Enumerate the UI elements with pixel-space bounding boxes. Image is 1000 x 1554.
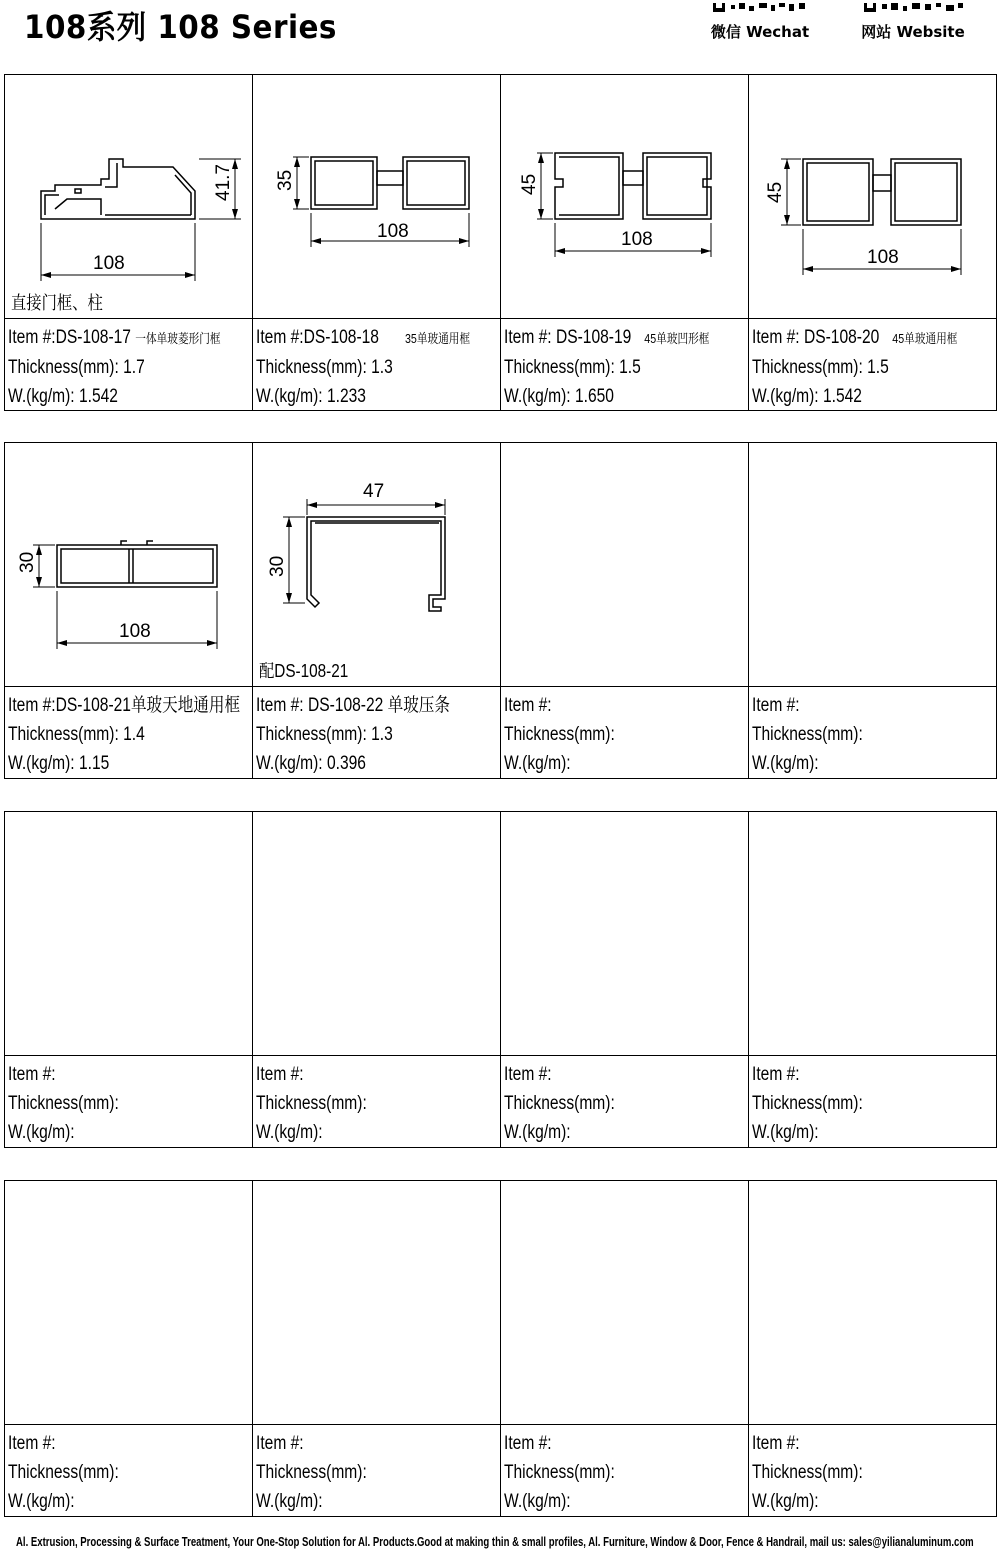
dim-height: 30	[17, 551, 38, 573]
profile-caption: 直接门框、柱	[11, 293, 103, 313]
drawing-ds-108-17	[5, 75, 253, 319]
item-number: Item #:	[504, 1064, 552, 1085]
dim-height: 45	[765, 181, 786, 203]
profile-drawing-ds-108-19	[501, 75, 747, 317]
info-empty	[749, 687, 997, 779]
info-empty	[749, 1056, 997, 1148]
item-number: Item #:	[752, 1433, 800, 1454]
weight: W.(kg/m): 1.542	[752, 386, 862, 407]
info-ds-108-17	[5, 319, 253, 411]
info-empty	[501, 1425, 749, 1517]
item-number: Item #:DS-108-17 一体单玻菱形门框	[8, 327, 221, 348]
profile-drawing-ds-108-22	[253, 443, 499, 685]
thickness: Thickness(mm):	[256, 1093, 367, 1114]
profile-block-2	[4, 442, 997, 779]
info-ds-108-19	[501, 319, 749, 411]
item-number: Item #: DS-108-20 45单玻通用框	[752, 327, 958, 348]
drawing-empty	[501, 1181, 749, 1425]
weight: W.(kg/m):	[256, 1122, 323, 1143]
item-number: Item #:DS-108-18 35单玻通用框	[256, 327, 471, 348]
dim-width: 108	[867, 247, 899, 268]
drawing-empty	[749, 1181, 997, 1425]
info-ds-108-21	[5, 687, 253, 779]
wechat-label: 微信 Wechat	[710, 23, 810, 41]
profile-caption: 配DS-108-21	[259, 661, 349, 681]
thickness: Thickness(mm):	[752, 724, 863, 745]
dim-height: 41.7	[213, 164, 234, 201]
dim-width: 108	[621, 229, 653, 250]
item-number: Item #: DS-108-19 45单玻凹形框	[504, 327, 710, 348]
item-number: Item #: DS-108-22 单玻压条	[256, 695, 450, 716]
info-empty	[253, 1425, 501, 1517]
item-number: Item #:	[752, 1064, 800, 1085]
drawing-empty	[501, 443, 749, 687]
drawing-ds-108-19	[501, 75, 749, 319]
item-note: 45单玻凹形框	[644, 331, 710, 346]
dim-height: 35	[275, 169, 296, 191]
thickness: Thickness(mm):	[504, 1093, 615, 1114]
thickness: Thickness(mm): 1.5	[752, 357, 889, 378]
drawing-empty	[5, 1181, 253, 1425]
profile-drawing-ds-108-17	[5, 75, 251, 317]
weight: W.(kg/m):	[8, 1491, 75, 1512]
item-note: 45单玻通用框	[892, 331, 958, 346]
weight: W.(kg/m):	[752, 1491, 819, 1512]
profile-drawing-ds-108-20	[749, 75, 995, 317]
wechat-qr-icon	[705, 3, 815, 15]
profile-block-3	[4, 811, 997, 1148]
profile-block-1	[4, 74, 997, 411]
dim-width: 108	[377, 221, 409, 242]
info-ds-108-20	[749, 319, 997, 411]
dim-width: 47	[363, 481, 385, 502]
drawing-ds-108-21	[5, 443, 253, 687]
thickness: Thickness(mm): 1.3	[256, 357, 393, 378]
drawing-empty	[253, 1181, 501, 1425]
weight: W.(kg/m):	[8, 1122, 75, 1143]
item-number: Item #:	[8, 1064, 56, 1085]
info-empty	[253, 1056, 501, 1148]
weight: W.(kg/m): 1.650	[504, 386, 614, 407]
profile-block-4	[4, 1180, 997, 1517]
weight: W.(kg/m): 0.396	[256, 753, 366, 774]
thickness: Thickness(mm):	[752, 1093, 863, 1114]
thickness: Thickness(mm): 1.5	[504, 357, 641, 378]
dim-width: 108	[93, 253, 125, 274]
thickness: Thickness(mm): 1.4	[8, 724, 145, 745]
thickness: Thickness(mm):	[256, 1462, 367, 1483]
dim-width: 108	[119, 621, 151, 642]
drawing-empty	[5, 812, 253, 1056]
profile-drawing-ds-108-18	[253, 75, 499, 317]
item-number: Item #:DS-108-21单玻天地通用框	[8, 695, 241, 716]
drawing-empty	[501, 812, 749, 1056]
thickness: Thickness(mm):	[752, 1462, 863, 1483]
drawing-empty	[749, 443, 997, 687]
weight: W.(kg/m):	[504, 753, 571, 774]
item-number: Item #:	[256, 1064, 304, 1085]
weight: W.(kg/m): 1.542	[8, 386, 118, 407]
weight: W.(kg/m): 1.233	[256, 386, 366, 407]
website-label: 网站 Website	[861, 23, 965, 41]
weight: W.(kg/m):	[752, 753, 819, 774]
footer-text: Al. Extrusion, Processing & Surface Treatment, Your One-Stop Solution for Al. Products.Good at making thin & small profiles, Al. Furniture, Window & Door, Fence & Handrail, mail us: sales@yilianaluminum.com	[16, 1535, 974, 1549]
drawing-ds-108-22	[253, 443, 501, 687]
drawing-ds-108-20	[749, 75, 997, 319]
weight: W.(kg/m):	[256, 1491, 323, 1512]
item-number: Item #:	[256, 1433, 304, 1454]
info-empty	[501, 687, 749, 779]
website-qr-icon	[858, 3, 968, 15]
info-ds-108-22	[253, 687, 501, 779]
dim-height: 45	[519, 173, 540, 195]
info-empty	[5, 1056, 253, 1148]
item-note: 35单玻通用框	[404, 331, 471, 346]
wechat-qr	[705, 0, 815, 42]
info-empty	[749, 1425, 997, 1517]
page-title: 108系列 108 Series	[24, 8, 337, 46]
drawing-ds-108-18	[253, 75, 501, 319]
website-qr	[858, 0, 968, 42]
thickness: Thickness(mm):	[8, 1462, 119, 1483]
weight: W.(kg/m):	[504, 1122, 571, 1143]
thickness: Thickness(mm): 1.3	[256, 724, 393, 745]
weight: W.(kg/m): 1.15	[8, 753, 110, 774]
info-ds-108-18	[253, 319, 501, 411]
item-number: Item #:	[504, 695, 552, 716]
item-number: Item #:	[8, 1433, 56, 1454]
profile-drawing-ds-108-21	[5, 443, 251, 685]
info-empty	[5, 1425, 253, 1517]
thickness: Thickness(mm):	[504, 724, 615, 745]
thickness: Thickness(mm):	[504, 1462, 615, 1483]
drawing-empty	[749, 812, 997, 1056]
item-note: 一体单玻菱形门框	[135, 331, 221, 346]
thickness: Thickness(mm):	[8, 1093, 119, 1114]
weight: W.(kg/m):	[504, 1491, 571, 1512]
drawing-empty	[253, 812, 501, 1056]
item-number: Item #:	[752, 695, 800, 716]
info-empty	[501, 1056, 749, 1148]
thickness: Thickness(mm): 1.7	[8, 357, 145, 378]
dim-height: 30	[267, 555, 288, 577]
item-number: Item #:	[504, 1433, 552, 1454]
weight: W.(kg/m):	[752, 1122, 819, 1143]
